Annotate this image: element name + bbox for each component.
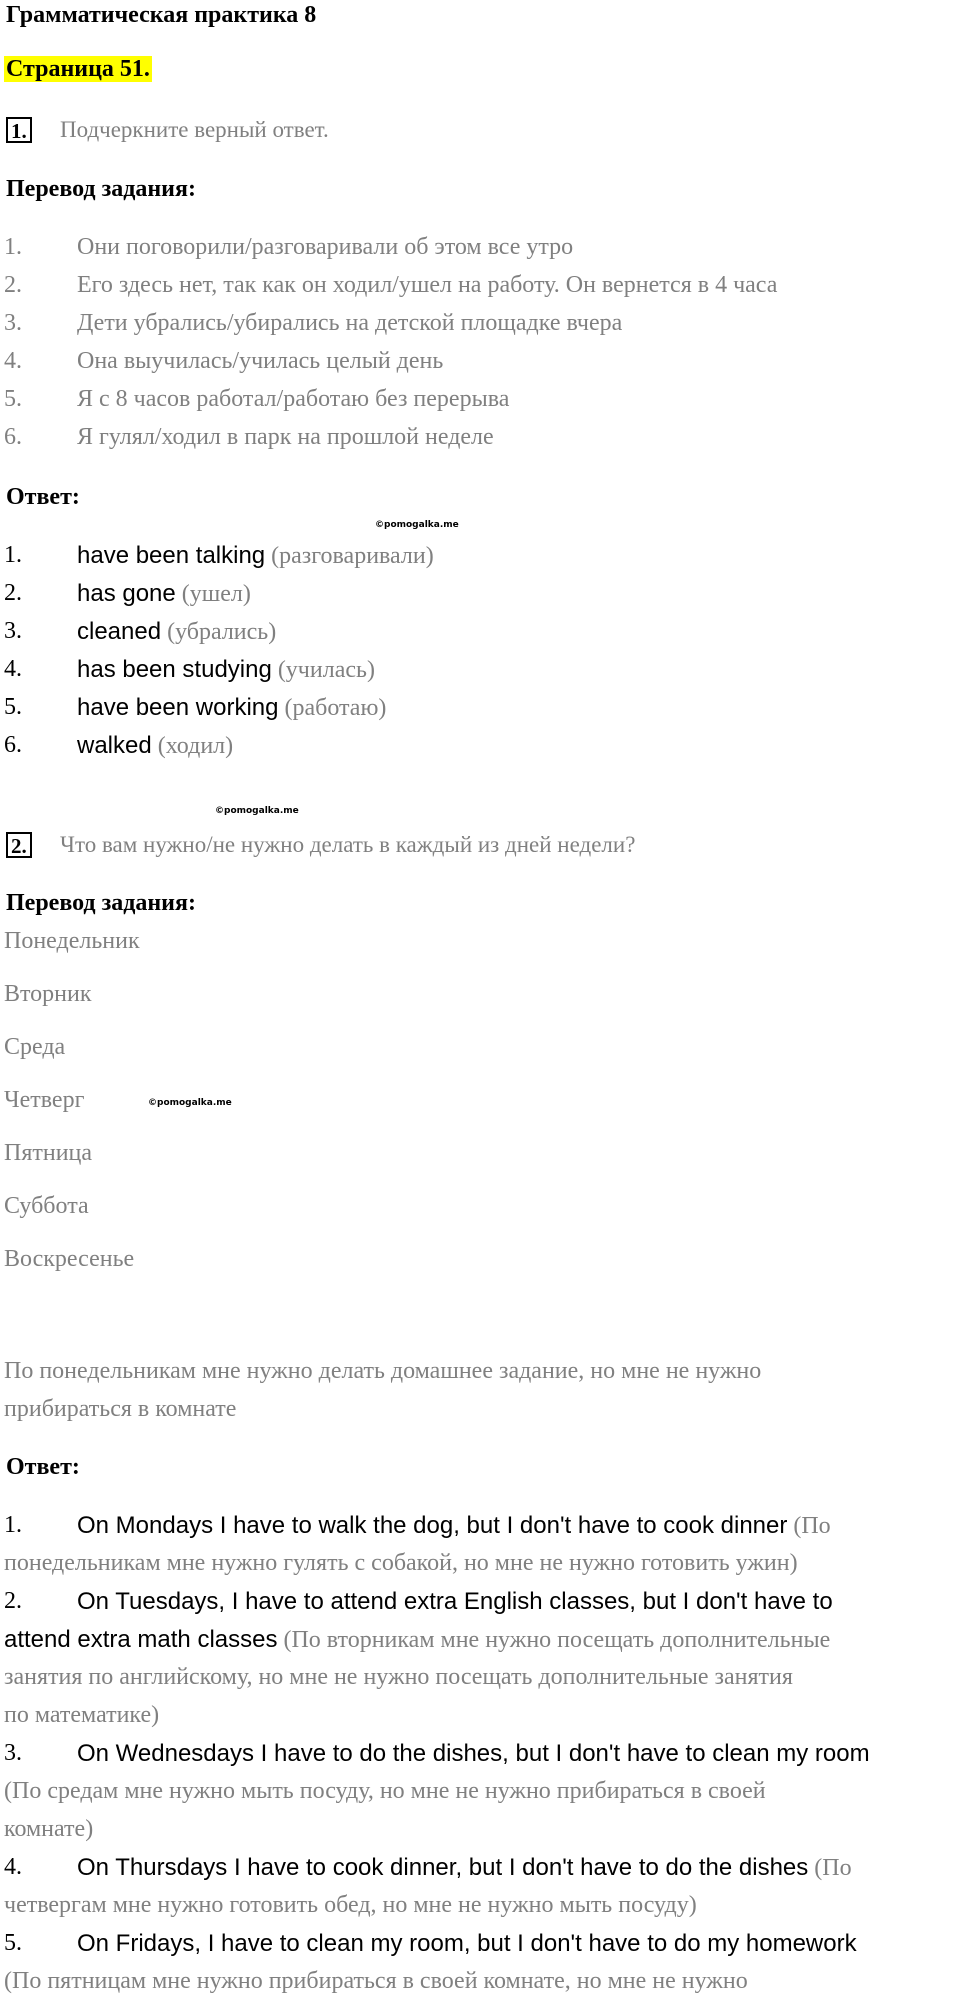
list-item: Я с 8 часов работал/работаю без перерыва [77,386,510,412]
page-label [4,56,152,83]
answer-russian: (училась) [277,657,375,683]
task-2-translation-heading: Перевод задания: [6,890,196,916]
answer-russian-continuation: комнате) [4,1816,94,1842]
answer-english: On Tuesdays, I have to attend extra English classes, but I don't have to [77,1588,833,1615]
list-item-number: 1. [4,234,22,260]
day-item: Воскресенье [4,1246,135,1272]
list-item-number: 5. [4,386,22,412]
answer-number: 5. [4,694,22,720]
answer-number: 1. [4,1512,22,1538]
list-item-number: 3. [4,310,22,336]
day-item: Понедельник [4,928,140,954]
task-2-prompt: Что вам нужно/не нужно делать в каждый из дней недели? [60,832,636,857]
answer-english: has gone [77,580,176,607]
task-1-number-box: 1. [6,117,32,143]
watermark: ©pomogalka.me [148,1098,232,1108]
answer-russian: (ушел) [181,581,251,607]
answer-english: have been talking [77,542,266,569]
answer-number: 4. [4,1854,22,1880]
answer-russian: (убрались) [167,619,277,645]
day-item: Среда [4,1034,66,1060]
answer-english: On Fridays, I have to clean my room, but I don't have to do my homework [77,1930,857,1957]
answer-line [4,1626,830,1654]
day-item: Четверг [4,1087,85,1113]
answer-english: cleaned [77,618,162,645]
list-item: Они поговорили/разговаривали об этом все утро [77,234,574,260]
answer-line [77,1854,852,1882]
task-1-answer-heading: Ответ: [6,484,80,510]
answer-russian-continuation: понедельникам мне нужно гулять с собакой, но мне не нужно готовить ужин) [4,1550,798,1576]
document-title: Грамматическая практика 8 [6,2,317,28]
answer-number: 2. [4,580,22,606]
answer-russian: (работаю) [284,695,387,721]
answer-number: 2. [4,1588,22,1614]
answer-russian: (По вторникам мне нужно посещать дополнительные [283,1627,831,1653]
answer-item [77,656,375,684]
answer-english: On Wednesdays I have to do the dishes, but I don't have to clean my room [77,1740,870,1767]
day-item: Пятница [4,1140,93,1166]
answer-english: have been working [77,694,279,721]
answer-russian-continuation: занятия по английскому, но мне не нужно посещать дополнительные занятия [4,1664,793,1690]
task-2-example-line: По понедельникам мне нужно делать домашнее задание, но мне не нужно [4,1358,762,1384]
day-item: Вторник [4,981,92,1007]
page-label-highlight: Страница 51. [6,56,150,82]
answer-russian: (По средам мне нужно мыть посуду, но мне не нужно прибираться в своей [4,1778,766,1804]
answer-number: 1. [4,542,22,568]
list-item: Она выучилась/училась целый день [77,348,444,374]
answer-item [77,542,434,570]
answer-number: 5. [4,1930,22,1956]
answer-english: attend extra math classes [4,1626,278,1653]
task-2-example-line: прибираться в комнате [4,1396,237,1422]
answer-russian: (По [793,1513,831,1539]
answer-item [77,580,251,608]
answer-number: 3. [4,618,22,644]
list-item: Дети убрались/убирались на детской площадке вчера [77,310,623,336]
task-2-number-box: 2. [6,832,32,858]
answer-number: 6. [4,732,22,758]
answer-english: On Thursdays I have to cook dinner, but I don't have to do the dishes [77,1854,809,1881]
answer-number: 3. [4,1740,22,1766]
task-2-answer-heading: Ответ: [6,1454,80,1480]
answer-english: has been studying [77,656,272,683]
answer-number: 4. [4,656,22,682]
answer-russian: (По пятницам мне нужно прибираться в своей комнате, но мне не нужно [4,1968,748,1994]
answer-english: On Mondays I have to walk the dog, but I don't have to cook dinner [77,1512,788,1539]
list-item-number: 4. [4,348,22,374]
answer-russian-continuation: по математике) [4,1702,160,1728]
task-1-prompt: Подчеркните верный ответ. [60,117,329,142]
answer-english: walked [77,732,152,759]
answer-russian: (ходил) [157,733,234,759]
list-item-number: 2. [4,272,22,298]
task-1-translation-heading: Перевод задания: [6,176,196,202]
list-item-number: 6. [4,424,22,450]
list-item: Его здесь нет, так как он ходил/ушел на работу. Он вернется в 4 часа [77,272,778,298]
watermark: ©pomogalka.me [375,520,459,530]
answer-russian: (разговаривали) [271,543,434,569]
watermark: ©pomogalka.me [215,806,299,816]
answer-item [77,618,276,646]
list-item: Я гулял/ходил в парк на прошлой неделе [77,424,494,450]
answer-item [77,694,386,722]
answer-line [77,1512,831,1540]
answer-russian: (По [814,1855,852,1881]
day-item: Суббота [4,1193,89,1219]
answer-russian-continuation: четвергам мне нужно готовить обед, но мне не нужно мыть посуду) [4,1892,697,1918]
answer-item [77,732,233,760]
